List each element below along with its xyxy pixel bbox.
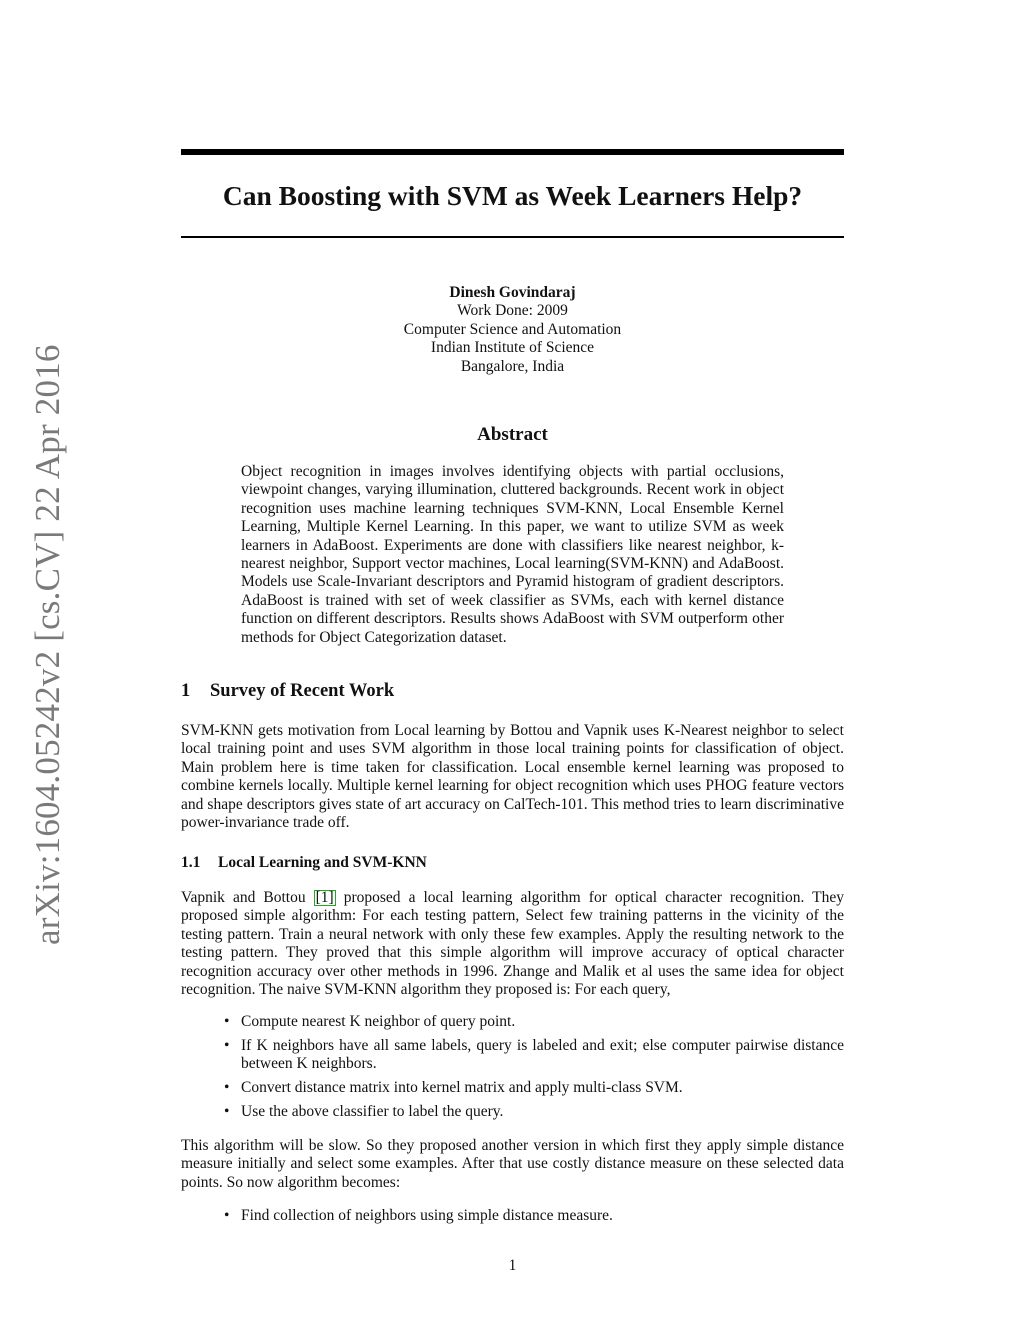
list-item bbox=[224, 1102, 844, 1121]
algorithm-steps-list bbox=[224, 1013, 844, 1127]
section-heading bbox=[181, 679, 394, 703]
bullet-icon: • bbox=[224, 1079, 230, 1096]
bullet-icon: • bbox=[224, 1102, 230, 1120]
subsection-paragraph-2: This algorithm will be slow. So they proposed another version in which first they apply simple distance measure initially and select some examples. After that use costly distance measure on these selected data points. So now algorithm becomes: bbox=[181, 1137, 844, 1191]
title-rule-top bbox=[181, 149, 844, 155]
section-number: 1 bbox=[181, 681, 191, 701]
list-item-text: If K neighbors have all same labels, query is labeled and exit; else computer pairwise distance between K neighbors. bbox=[241, 1036, 844, 1073]
section-title: Survey of Recent Work bbox=[210, 681, 395, 701]
list-item-text: Find collection of neighbors using simple distance measure. bbox=[241, 1207, 613, 1224]
list-item bbox=[224, 1207, 844, 1225]
author-location: Bangalore, India bbox=[460, 357, 565, 375]
bullet-icon: • bbox=[224, 1013, 230, 1030]
citation-link[interactable]: [1] bbox=[315, 889, 334, 906]
subsection-number: 1.1 bbox=[181, 854, 201, 871]
list-item-text: Compute nearest K neighbor of query point. bbox=[241, 1013, 516, 1030]
author-block bbox=[181, 284, 844, 376]
abstract-heading: Abstract bbox=[477, 424, 548, 445]
list-item bbox=[224, 1013, 844, 1031]
paragraph-text-rest: proposed a local learning algorithm for optical character recognition. They proposed simple algorithm: For each testing pattern, Select few training patterns in the vicinity of the testing pattern. Train a neural network with only these few examples. Apply the resulting network to the testing pattern. They proved that this simple algorithm will improve accuracy of optical character recognition accuracy over other methods in 1996. Zhange and Malik et al uses the same idea for object recognition. The naive SVM-KNN algorithm they proposed is: For each query, bbox=[181, 889, 844, 999]
subsection-paragraph bbox=[181, 889, 844, 999]
subsection-heading bbox=[181, 853, 427, 873]
bullet-icon: • bbox=[224, 1207, 230, 1224]
author-department: Computer Science and Automation bbox=[403, 320, 622, 338]
algorithm-steps-list-2 bbox=[224, 1207, 844, 1225]
section-paragraph: SVM-KNN gets motivation from Local learning by Bottou and Vapnik uses K-Nearest neighbor to select local training point and uses SVM algorithm in those local training points for classification of object. Main problem here is time taken for classification. Local ensemble kernel learning was proposed to combine kernels locally. Multiple kernel learning for object recognition which uses PHOG feature vectors and shape descriptors gives state of art accuracy on CalTech-101. This method tries to learn discriminative power-invariance trade off. bbox=[181, 722, 844, 832]
author-name: Dinesh Govindaraj bbox=[449, 284, 576, 301]
list-item-text: Convert distance matrix into kernel matrix and apply multi-class SVM. bbox=[241, 1079, 683, 1096]
subsection-title: Local Learning and SVM-KNN bbox=[218, 854, 427, 871]
list-item bbox=[224, 1036, 844, 1074]
paragraph-text-start: Vapnik and Bottou bbox=[181, 889, 314, 906]
bullet-icon: • bbox=[224, 1036, 230, 1054]
title-rule-bottom bbox=[181, 236, 844, 238]
page-number: 1 bbox=[508, 1257, 517, 1274]
paper-title: Can Boosting with SVM as Week Learners Help? bbox=[222, 180, 803, 211]
list-item-text: Use the above classifier to label the query. bbox=[241, 1102, 504, 1120]
abstract-text: Object recognition in images involves identifying objects with partial occlusions, viewpoint changes, varying illumination, cluttered backgrounds. Recent work in object recognition uses machine learning techniques SVM-KNN, Local Ensemble Kernel Learning, Multiple Kernel Learning. In this paper, we want to utilize SVM as week learners in AdaBoost. Experiments are done with classifiers like nearest neighbor, k-nearest neighbor, Support vector machines, Local learning(SVM-KNN) and AdaBoost. Models use Scale-Invariant descriptors and Pyramid histogram of gradient descriptors. AdaBoost is trained with set of week classifier as SVMs, each with kernel distance function on different descriptors. Results shows AdaBoost with SVM outperform other methods for Object Categorization dataset. bbox=[241, 463, 784, 646]
author-note: Work Done: 2009 bbox=[457, 302, 568, 320]
list-item bbox=[224, 1079, 844, 1097]
arxiv-sidebar-stamp: arXiv:1604.05242v2 [cs.CV] 22 Apr 2016 bbox=[28, 344, 67, 945]
author-institution: Indian Institute of Science bbox=[430, 339, 595, 357]
